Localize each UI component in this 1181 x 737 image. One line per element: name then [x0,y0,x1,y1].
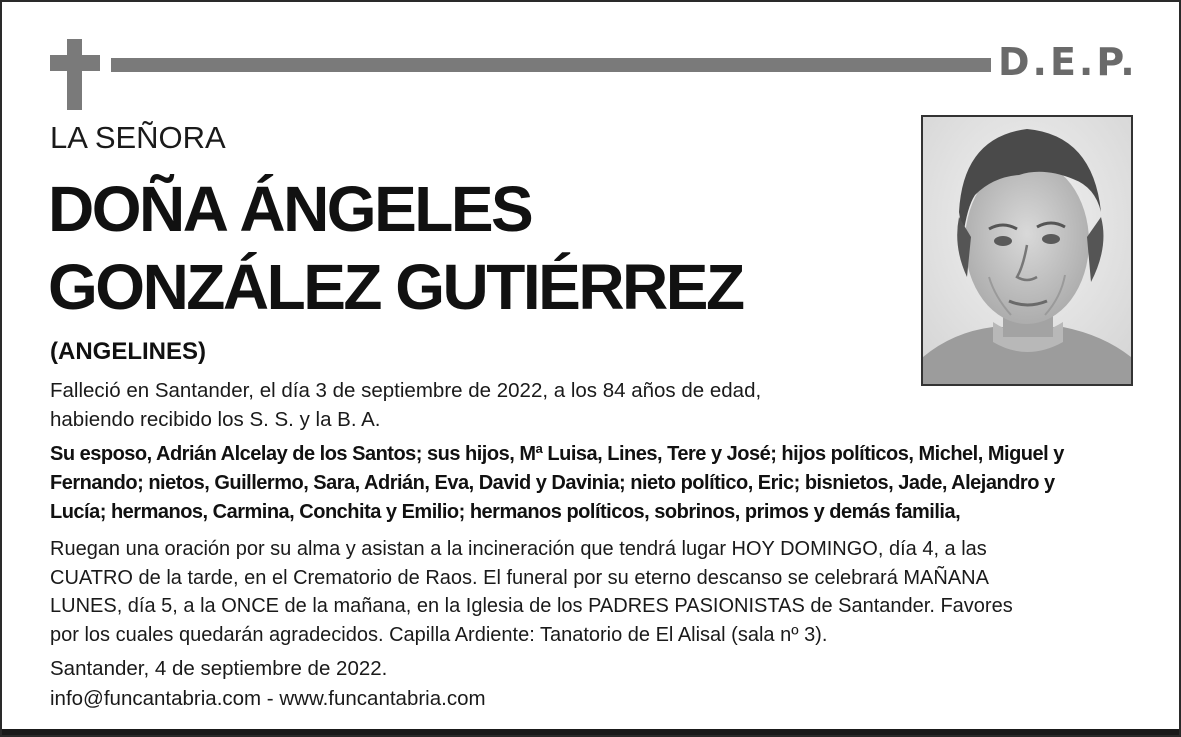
portrait-photo [921,115,1133,386]
service-line: LUNES, día 5, a la ONCE de la mañana, en la Iglesia de los PADRES PASIONISTAS de Santander. Favores [50,595,1013,617]
contact-info: info@funcantabria.com - www.funcantabria.com [50,687,486,710]
cross-icon-arm [50,55,100,71]
bottom-rule [2,729,1179,735]
header-rule [111,58,991,72]
deceased-name-line-1: DOÑA ÁNGELES [48,173,532,245]
cross-icon [67,39,82,110]
service-line: CUATRO de la tarde, en el Crematorio de Raos. El funeral por su eterno descanso se celebrará MAÑANA [50,566,989,589]
family-list [50,440,1135,527]
deceased-nickname: (ANGELINES) [50,338,206,365]
honorific: LA SEÑORA [50,120,226,155]
family-line: Su esposo, Adrián Alcelay de los Santos; sus hijos, Mª Luisa, Lines, Tere y José; hijos políticos, Michel, Miguel y [50,443,1064,465]
death-notice [50,376,850,434]
place-date: Santander, 4 de septiembre de 2022. [50,657,388,680]
service-line: por los cuales quedarán agradecidos. Capilla Ardiente: Tanatorio de El Alisal (sala nº 3). [50,623,828,646]
death-notice-line: Falleció en Santander, el día 3 de septiembre de 2022, a los 84 años de edad, [50,379,762,402]
family-line: Lucía; hermanos, Carmina, Conchita y Emilio; hermanos políticos, sobrinos, primos y demás familia, [50,501,961,523]
service-details [50,535,1130,649]
service-line: Ruegan una oración por su alma y asistan a la incineración que tendrá lugar HOY DOMINGO, día 4, a las [50,538,987,560]
deceased-name-line-2: GONZÁLEZ GUTIÉRREZ [48,251,743,323]
family-line: Fernando; nietos, Guillermo, Sara, Adrián, Eva, David y Davinia; nieto político, Eric; bisnietos, Jade, Alejandro y [50,472,1055,494]
portrait-illustration [923,117,1131,384]
death-notice-line: habiendo recibido los S. S. y la B. A. [50,408,381,431]
dep-mark: D.E.P. [998,40,1138,84]
